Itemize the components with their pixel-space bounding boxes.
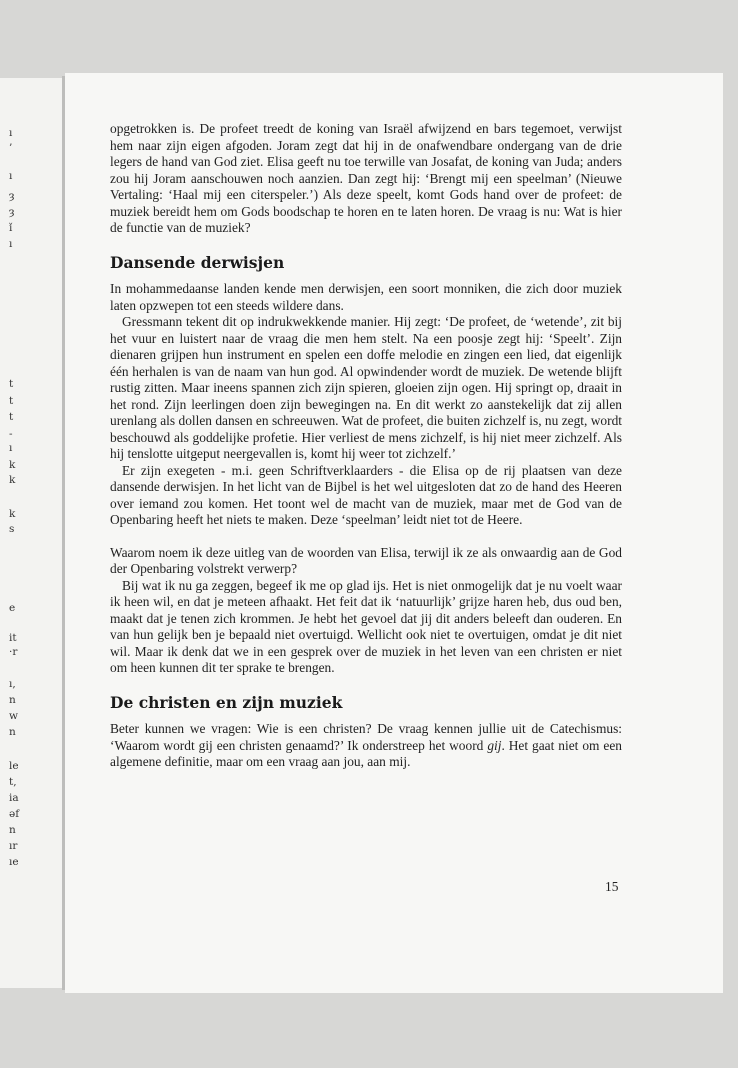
edge-mark: le	[9, 760, 19, 772]
edge-mark: ’	[9, 142, 13, 154]
edge-mark: -	[9, 428, 13, 440]
page-text	[110, 121, 622, 771]
edge-mark: n	[9, 824, 16, 836]
edge-mark: ı	[9, 170, 13, 182]
edge-mark: ȝ	[9, 190, 15, 202]
edge-mark: ȝ	[9, 206, 15, 218]
edge-mark: ıe	[9, 856, 19, 868]
paragraph: Waarom noem ik deze uitleg van de woorden van Elisa, terwijl ik ze als onwaardig aan de God der Openbaring volstrekt verwerp?	[110, 544, 622, 576]
section-heading: De christen en zijn muziek	[110, 692, 343, 712]
edge-mark: s	[9, 523, 15, 535]
edge-mark: ·r	[9, 646, 18, 658]
paragraph: Gressmann tekent dit op indrukwekkende manier. Hij zegt: ‘De profeet, de ‘wetende’, zit bij het vuur en luistert naar de vraag die men hem stelt. Na een poosje zegt hij: ‘Speelt’. Zijn dienaren grijpen hun instrument en spelen een doffe melodie en zingen een lied, dat eigenlijk één herhalen is van de naam van hun god. Al opwindender wordt de muziek. De wetende blijft rustig zitten. Maar ineens spannen zich zijn spieren, gloeien zijn ogen. Hij springt op, draait in het rond. Zijn leerlingen doen zijn bewegingen na. En dit werkt zo aanstekelijk dat zij allen urenlang als dollen dansen en schreeuwen. Wat de profeet, die buiten zichzelf is, nu zegt, wordt beschouwd als goddelijke profetie. Hier verliest de mens zichzelf, is hij niet meer zichzelf. Als hij tenslotte uitgeput neergevallen is, komt hij weer tot zichzelf.’	[110, 314, 622, 461]
paragraph: Beter kunnen we vragen: Wie is een christen? De vraag kennen jullie uit de Catechismus: ‘Waarom wordt gij een christen genaamd?’ Ik onderstreep het woord gij. Het gaat niet om een algemene definitie, maar om een vraag aan jou, aan mij.	[110, 721, 622, 769]
edge-mark: n	[9, 726, 16, 738]
edge-mark: ia	[9, 792, 19, 804]
edge-mark: t	[9, 378, 14, 390]
edge-mark: n	[9, 694, 16, 706]
edge-mark: ı	[9, 442, 13, 454]
section-heading: Dansende derwisjen	[110, 252, 285, 272]
edge-mark: t	[9, 411, 14, 423]
emphasized-word: gij	[487, 737, 502, 753]
edge-mark: ı,	[9, 678, 16, 690]
edge-mark: əf	[9, 808, 20, 820]
edge-mark: e	[9, 602, 16, 614]
paragraph: In mohammedaanse landen kende men derwisjen, een soort monniken, die zich door muziek laten opzwepen tot een steeds wildere dans.	[110, 281, 622, 313]
edge-mark: ǐ	[9, 222, 13, 234]
paragraph: opgetrokken is. De profeet treedt de koning van Israël afwijzend en bars tegemoet, verwijst hem naar zijn eigen afgoden. Joram zegt dat hij in de onafwendbare ondergang van de drie legers de hand van God ziet. Elisa geeft nu toe terwille van Josafat, de koning van Juda; anders zou hij Joram aanschouwen noch aanzien. Dan zegt hij: ‘Brengt mij een speelman’ (Nieuwe Vertaling: ‘Haal mij een citerspeler.’) Als deze speelt, komt Gods hand over de profeet: de muziek bereidt hem om Gods boodschap te horen en te laten horen. De vraag is nu: Wat is hier de functie van de muziek?	[110, 121, 622, 235]
edge-mark: w	[9, 710, 18, 722]
paragraph: Bij wat ik nu ga zeggen, begeef ik me op glad ijs. Het is niet onmogelijk dat je nu voelt waar ik heen wil, en dat je meteen afhaakt. Het feit dat ik ‘natuurlijk’ grijze haren heb, dus oud ben, maakt dat je tenen zich krommen. Je hebt het gevoel dat jij dit anders beleeft dan ouderen. En van hun gelijk ben je bepaald niet overtuigd. Wellicht ook niet te overtuigen, omdat je dit niet wil. Maar ik denk dat we in een gesprek over de muziek in het leven van een christen er niet om heen kunnen dit ter sprake te brengen.	[110, 577, 622, 675]
page-number: 15	[605, 879, 619, 894]
edge-mark: k	[9, 474, 16, 486]
edge-mark: ı	[9, 238, 13, 250]
edge-mark: ır	[9, 840, 18, 852]
edge-mark: k	[9, 459, 16, 471]
edge-mark: t	[9, 395, 14, 407]
edge-mark: t,	[9, 776, 17, 788]
edge-mark: ı	[9, 127, 13, 139]
edge-mark: k	[9, 508, 16, 520]
edge-mark: it	[9, 632, 17, 644]
paragraph: Er zijn exegeten - m.i. geen Schriftverklaarders - die Elisa op de rij plaatsen van deze dansende derwisjen. In het licht van de Bijbel is het wel uitgesloten dat zo de hand des Heeren over iemand zou komen. Het toont wel de macht van de muziek, maar met de God van de Openbaring heeft het niets te maken. Deze ‘speelman’ leidt niet tot de Heere.	[110, 462, 622, 527]
